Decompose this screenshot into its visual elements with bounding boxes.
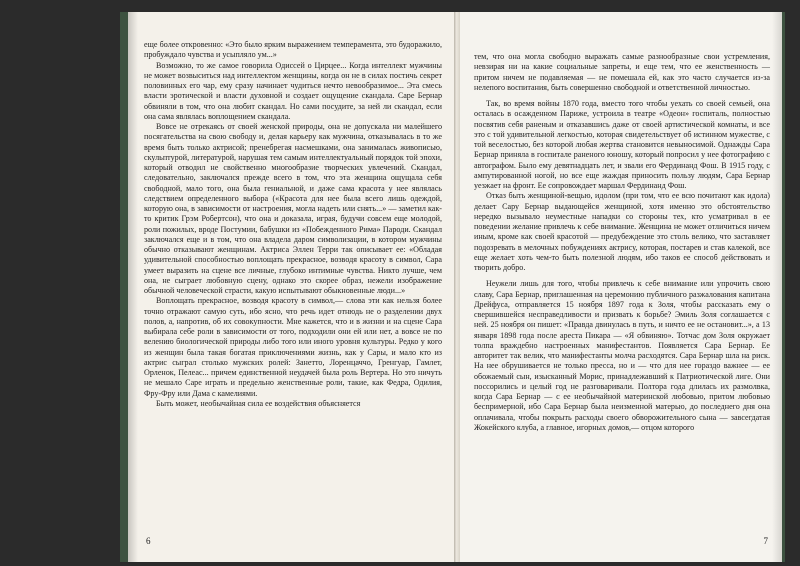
left-page-text (144, 40, 442, 409)
book-spread (120, 12, 785, 562)
paragraph: Отказ быть женщиной-вещью, идолом (при том, что ее всю почитают как идола) делает Сару Бернар выдающейся женщиной, хотя именно это обстоятельство нередко вызывало неуместные нападки со стороны тех, кто усматривал в ее поведении желание привлечь к себе внимание. Женщина не может отличиться ничем иным, кроме как своей красотой — предубеждение это столь велико, что заставляет подозревать в мелочных побуждениях актрису, которая, постарев и став калекой, все еще желает хоть чем-то быть полезной людям, ибо таков ее способ действовать и творить добро. (474, 191, 770, 272)
page-number: 6 (146, 536, 151, 546)
paragraph: Возможно, то же самое говорила Одиссей о Цирцее... Когда интеллект мужчины не может возвыситься над интеллектом женщины, когда он не в силах постичь секрет половинных его чар, ему сразу начинает чудиться нечто невообразимое... Эта смесь власти эротической и власти духовной и создает ощущение скандала. Саре Бернар обвиняли в том, что она любит скандал. Но сами посудите, за ней ли скандал, если она сама являлась воплощением скандала. (144, 60, 442, 121)
paragraph: Быть может, необычайная сила ее воздействия объясняется (156, 398, 361, 408)
page-edge-shadow (128, 12, 138, 562)
paragraph: Так, во время войны 1870 года, вместо того чтобы уехать со своей семьей, она осталась в осажденном Париже, устроила в театре «Одеон» госпиталь, полностью посвятив себя раненым и отказавшись даже от своей артистической комнаты, и все это с той удивительной легкостью, которая свидетельствует об истинном мужестве, с той веселостью, без которой любая жертва становится невыносимой. Однажды Сара Бернар приняла в госпитале раненого юношу, который попросил у нее фотографию с автографом. Было ему девятнадцать лет, и звали его Фердинанд Фош. В 1915 году, с ампутированной ногой, но все еще жаждая приносить пользу людям, Сара Бернар уезжает на фронт. Ее сопровождает маршал Фердинанд Фош. (474, 99, 770, 190)
left-page (128, 12, 454, 562)
page-edge-shadow (772, 12, 782, 562)
right-page (460, 12, 782, 562)
right-page-text (474, 52, 770, 433)
paragraph: Вовсе не отрекаясь от своей женской природы, она не допускала ни малейшего посягательства на свою свободу и, делая карьеру как мужчина, отказывалась в то же время быть только актрисой; пренебрегая насмешками, она занималась живописью, скульптурой, литературой, нарушая тем самым интеллектуальный порядок той эпохи, который отводил не свойственно многообразие творческих увлечений. Скандал, следовательно, заключался прежде всего в том, что эта женщина ощущала себя свободной, мало того, она была гениальной, и даже сама красота у нее являлась следствием определенного выбора («Красота для нее была всего лишь одеждой, которую она, в зависимости от настроения, могла надеть или снять...» — заметил как-то критик Грэм Робертсон), что она и доказала, играя, будучи совсем еще молодой, роли пожилых, вроде Постумии, бабушки из «Побежденного Рима» Пароди. Скандал заключался еще и в том, что она владела даром символизации, в котором мужчины обычно отказывают женщинам. Актриса Эллен Терри так описывает ее: «Обладая удивительной способностью воплощать прекрасное, возводя красоту в символ, Сара умеет выразить на сцене все личные, глубоко интимные чувства. Никто лучше, чем она, не сыграет любовную сцену, однако это скорее образ, нежели изображение обычной человеческой страсти, какую испытывают обыкновенные люди...» (144, 122, 442, 295)
paragraph: еще более откровенно: «Это было ярким выражением темперамента, это будоражило, пробуждало чувства и усыпляло ум...» (144, 40, 442, 60)
paragraph: тем, что она могла свободно выражать самые разнообразные свои устремления, невзирая ни на какие социальные запреты, и еще тем, что ее женственность — притом ничем не подавляемая — не помешала ей, как это часто случается из-за нелепого воспитания, быть совершенно свободной и ответственной личностью. (474, 52, 770, 92)
paragraph: Неужели лишь для того, чтобы привлечь к себе внимание или упрочить свою славу, Сара Бернар, приглашенная на церемонию публичного разжалования капитана Дрейфуса, отправляется 15 ноября 1897 года к Золя, чтобы рассказать ему о свершившейся несправедливости и призвать к борьбе? Эмиль Золя соглашается с ней. 25 ноября он пишет: «Правда двинулась в путь, и ничто ее не остановит...», а 13 января 1898 года после ареста Пикара — «Я обвиняю». Тотчас дом Золя окружает толпа враждебно настроенных манифестантов. Появляется Сара Бернар. Ее авторитет так велик, что манифестанты молча расходятся. Сара Бернар шла на риск. На нее обрушивается не только пресса, но и — что для нее гораздо важнее — ее обожаемый сын, изысканный Морис, принадлежавший к Патриотической лиге. Они поссорились и целый год не разговаривали. Полтора года длилась их размолвка, когда Сара Бернар — с ее необычайной материнской любовью, притом любовью беспримерной, ибо Сара Бернар была неизменной матерью, до последнего дня она оплачивала, чтобы покрыть расходы своего обворожительного сына — завсегдатая Жокейского клуба, а главное, игорных домов,— отцом которого (474, 279, 770, 432)
paragraph: Воплощать прекрасное, возводя красоту в символ,— слова эти как нельзя более точно отражают самую суть, ибо ясно, что речь идет отнюдь не о разделении двух полов, а, напротив, об их совокупности. Мне кажется, что и в жизни и на сцене Сара выбирала себе роли в зависимости от того, подходили они ей или нет, а вовсе не по велению биологической природы либо того или иного уровня культуры. Редко у кого из женщин была такая богатая приключениями жизнь, как у Сары, и мало кто из актрис сыграл столько мужских ролей: Занетто, Лоренцаччо, Гренгуар, Гамлет, Орленок, Пелеас... причем единственной неудачей была роль Вертера. Но это ничуть не мешало Саре играть и предельно женственные роли, такие, как Федра, Одилия, Фру-Фру или Дама с камелиями. (144, 296, 442, 398)
page-number: 7 (763, 536, 768, 546)
